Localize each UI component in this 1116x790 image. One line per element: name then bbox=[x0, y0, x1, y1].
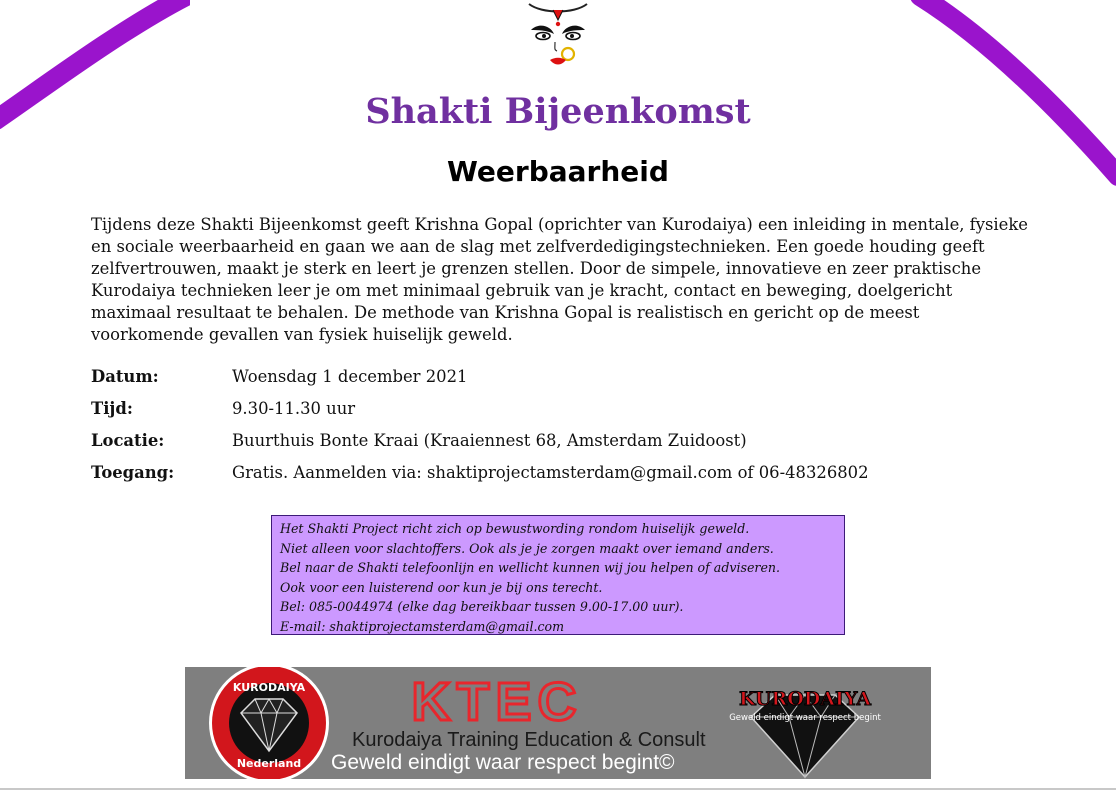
ktec-fullname: Kurodaiya Training Education & Consult bbox=[352, 729, 706, 751]
kurodaiya-diamond-logo bbox=[729, 688, 881, 777]
event-details bbox=[91, 367, 869, 495]
detail-label: Locatie: bbox=[91, 431, 165, 450]
detail-label: Toegang: bbox=[91, 463, 175, 482]
kurodaiya-brand-slogan: Geweld eindigt waar respect begint bbox=[729, 713, 881, 723]
kurodaiya-nederland-badge bbox=[209, 667, 329, 779]
info-line: Bel: 085-0044974 (elke dag bereikbaar tussen 9.00-17.00 uur). bbox=[280, 599, 684, 614]
ktec-logo-text: KTEC bbox=[411, 672, 583, 732]
info-line: Niet alleen voor slachtoffers. Ook als je je zorgen maakt over iemand anders. bbox=[280, 540, 774, 556]
detail-value: 9.30-11.30 uur bbox=[232, 399, 356, 418]
detail-row-tijd bbox=[91, 399, 869, 431]
intro-paragraph: Tijdens deze Shakti Bijeenkomst geeft Krishna Gopal (oprichter van Kurodaiya) een inleiding in mentale, fysieke en sociale weerbaarheid en gaan we aan de slag met zelfverdedigingstechnieken. Een goede houding geeft zelfvertrouwen, maakt je sterk en leert je grenzen stellen. Door de simpele, innovatieve en zeer praktische Kurodaiya technieken leer je om met minimaal gebruik van je kracht, contact en beweging, doelgericht maximaal resultaat te behalen. De methode van Krishna Gopal is realistisch en gericht op de meest voorkomende gevallen van fysiek huiselijk geweld. bbox=[91, 215, 1028, 344]
info-line: E-mail: shaktiprojectamsterdam@gmail.com bbox=[280, 618, 565, 634]
badge-top-text: KURODAIYA bbox=[232, 681, 306, 694]
badge-bottom-text: Nederland bbox=[236, 757, 302, 770]
detail-row-datum bbox=[91, 367, 869, 399]
info-line: Bel naar de Shakti telefoonlijn en wellicht kunnen wij jou helpen of adviseren. bbox=[280, 560, 781, 575]
info-line: Het Shakti Project richt zich op bewustwording rondom huiselijk geweld. bbox=[280, 521, 750, 536]
ktec-slogan: Geweld eindigt waar respect begint© bbox=[331, 751, 675, 774]
detail-value: Gratis. Aanmelden via: shaktiprojectamsterdam@gmail.com of 06-48326802 bbox=[232, 463, 869, 482]
info-line: Ook voor een luisterend oor kun je bij ons terecht. bbox=[280, 579, 603, 595]
page-title: Shakti Bijeenkomst bbox=[365, 91, 751, 132]
page-subtitle: Weerbaarheid bbox=[447, 155, 669, 188]
detail-row-locatie bbox=[91, 431, 869, 463]
detail-value: Woensdag 1 december 2021 bbox=[232, 367, 468, 386]
info-box bbox=[271, 515, 845, 635]
goddess-face-illustration bbox=[517, 2, 599, 76]
detail-label: Tijd: bbox=[91, 399, 133, 418]
detail-value: Buurthuis Bonte Kraai (Kraaiennest 68, Amsterdam Zuidoost) bbox=[232, 431, 747, 450]
detail-label: Datum: bbox=[91, 367, 159, 386]
kurodaiya-brand-text: KURODAIYA bbox=[739, 688, 871, 710]
detail-row-toegang bbox=[91, 463, 869, 495]
ktec-banner bbox=[185, 667, 931, 779]
